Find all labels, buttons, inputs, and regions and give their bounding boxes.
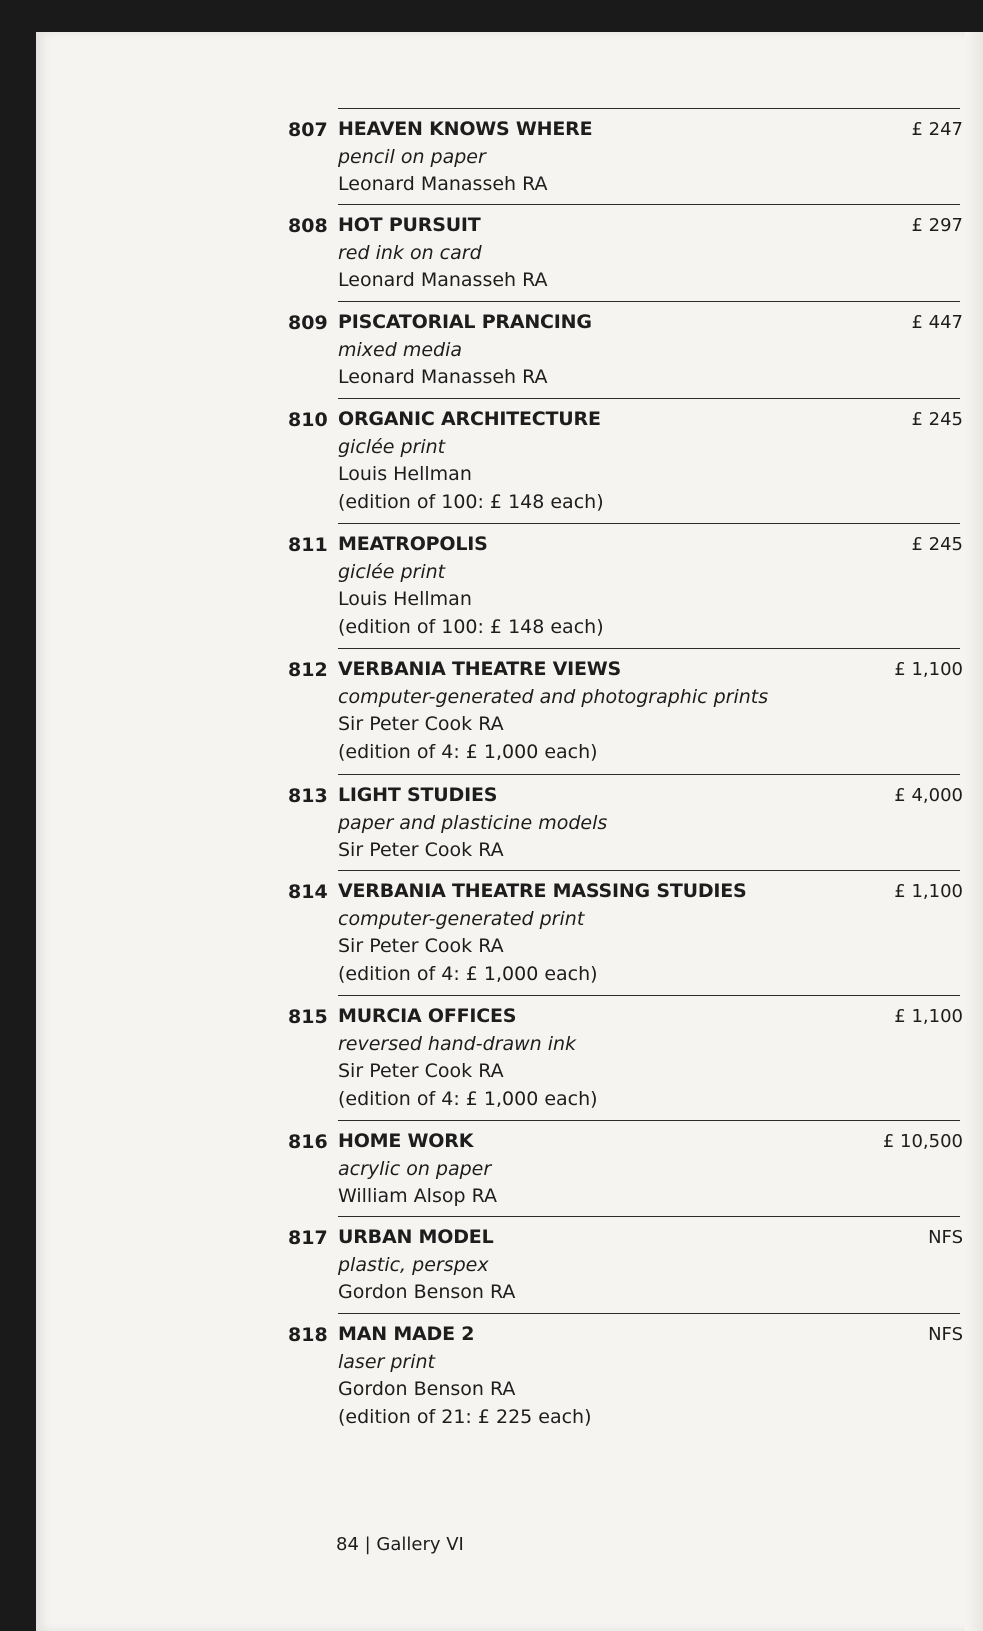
catalogue-list bbox=[36, 32, 983, 1631]
entry-medium: pencil on paper bbox=[338, 145, 486, 168]
entry-divider bbox=[338, 301, 960, 302]
entry-medium: computer-generated and photographic prints bbox=[338, 685, 769, 708]
entry-title: MEATROPOLIS bbox=[338, 533, 488, 555]
entry-artist: Louis Hellman bbox=[338, 463, 472, 485]
entry-title: PISCATORIAL PRANCING bbox=[338, 311, 592, 333]
entry-title: HOT PURSUIT bbox=[338, 214, 481, 236]
entry-divider bbox=[338, 1120, 960, 1121]
entry-divider bbox=[338, 108, 960, 109]
entry-divider bbox=[338, 398, 960, 399]
entry-edition: (edition of 4: £ 1,000 each) bbox=[338, 962, 598, 985]
entry-number: 812 bbox=[288, 659, 328, 681]
entry-price: £ 1,100 bbox=[894, 881, 963, 902]
entry-price: NFS bbox=[928, 1324, 963, 1345]
entry-medium: giclée print bbox=[338, 560, 446, 583]
entry-title: MAN MADE 2 bbox=[338, 1323, 475, 1345]
entry-title: ORGANIC ARCHITECTURE bbox=[338, 408, 601, 430]
entry-title: URBAN MODEL bbox=[338, 1226, 494, 1248]
entry-price: £ 247 bbox=[911, 119, 963, 140]
entry-price: £ 1,100 bbox=[894, 659, 963, 680]
entry-medium: mixed media bbox=[338, 338, 463, 361]
entry-divider bbox=[338, 204, 960, 205]
entry-medium: acrylic on paper bbox=[338, 1157, 492, 1180]
entry-number: 808 bbox=[288, 215, 328, 237]
entry-artist: Gordon Benson RA bbox=[338, 1378, 516, 1400]
entry-price: £ 4,000 bbox=[894, 785, 963, 806]
entry-divider bbox=[338, 870, 960, 871]
entry-number: 815 bbox=[288, 1006, 328, 1028]
entry-title: HOME WORK bbox=[338, 1130, 474, 1152]
entry-divider bbox=[338, 774, 960, 775]
entry-artist: Sir Peter Cook RA bbox=[338, 713, 504, 735]
entry-price: £ 1,100 bbox=[894, 1006, 963, 1027]
entry-number: 811 bbox=[288, 534, 328, 556]
entry-medium: computer-generated print bbox=[338, 907, 585, 930]
entry-edition: (edition of 4: £ 1,000 each) bbox=[338, 740, 598, 763]
entry-artist: Louis Hellman bbox=[338, 588, 472, 610]
entry-price: £ 245 bbox=[911, 409, 963, 430]
entry-number: 813 bbox=[288, 785, 328, 807]
entry-number: 807 bbox=[288, 119, 328, 141]
entry-edition: (edition of 100: £ 148 each) bbox=[338, 615, 604, 638]
entry-price: £ 10,500 bbox=[882, 1131, 963, 1152]
entry-number: 814 bbox=[288, 881, 328, 903]
entry-medium: reversed hand-drawn ink bbox=[338, 1032, 577, 1055]
entry-divider bbox=[338, 523, 960, 524]
entry-number: 817 bbox=[288, 1227, 328, 1249]
entry-medium: red ink on card bbox=[338, 241, 482, 264]
entry-edition: (edition of 100: £ 148 each) bbox=[338, 490, 604, 513]
entry-artist: Leonard Manasseh RA bbox=[338, 366, 548, 388]
entry-title: HEAVEN KNOWS WHERE bbox=[338, 118, 593, 140]
entry-number: 809 bbox=[288, 312, 328, 334]
entry-artist: Leonard Manasseh RA bbox=[338, 269, 548, 291]
entry-medium: laser print bbox=[338, 1350, 436, 1373]
entry-medium: plastic, perspex bbox=[338, 1253, 489, 1276]
entry-number: 810 bbox=[288, 409, 328, 431]
entry-medium: paper and plasticine models bbox=[338, 811, 608, 834]
entry-number: 816 bbox=[288, 1131, 328, 1153]
entry-artist: Leonard Manasseh RA bbox=[338, 173, 548, 195]
entry-divider bbox=[338, 995, 960, 996]
entry-artist: William Alsop RA bbox=[338, 1185, 498, 1207]
entry-number: 818 bbox=[288, 1324, 328, 1346]
entry-artist: Sir Peter Cook RA bbox=[338, 935, 504, 957]
entry-divider bbox=[338, 1216, 960, 1217]
entry-price: £ 447 bbox=[911, 312, 963, 333]
page-footer: 84 | Gallery VI bbox=[336, 1534, 464, 1555]
entry-title: VERBANIA THEATRE VIEWS bbox=[338, 658, 622, 680]
entry-medium: giclée print bbox=[338, 435, 446, 458]
entry-artist: Sir Peter Cook RA bbox=[338, 1060, 504, 1082]
entry-title: MURCIA OFFICES bbox=[338, 1005, 517, 1027]
entry-edition: (edition of 21: £ 225 each) bbox=[338, 1405, 592, 1428]
entry-artist: Gordon Benson RA bbox=[338, 1281, 516, 1303]
entry-artist: Sir Peter Cook RA bbox=[338, 839, 504, 861]
entry-title: LIGHT STUDIES bbox=[338, 784, 498, 806]
entry-divider bbox=[338, 648, 960, 649]
entry-edition: (edition of 4: £ 1,000 each) bbox=[338, 1087, 598, 1110]
entry-divider bbox=[338, 1313, 960, 1314]
entry-price: £ 297 bbox=[911, 215, 963, 236]
catalogue-page bbox=[36, 32, 983, 1631]
entry-price: £ 245 bbox=[911, 534, 963, 555]
entry-title: VERBANIA THEATRE MASSING STUDIES bbox=[338, 880, 747, 902]
entry-price: NFS bbox=[928, 1227, 963, 1248]
